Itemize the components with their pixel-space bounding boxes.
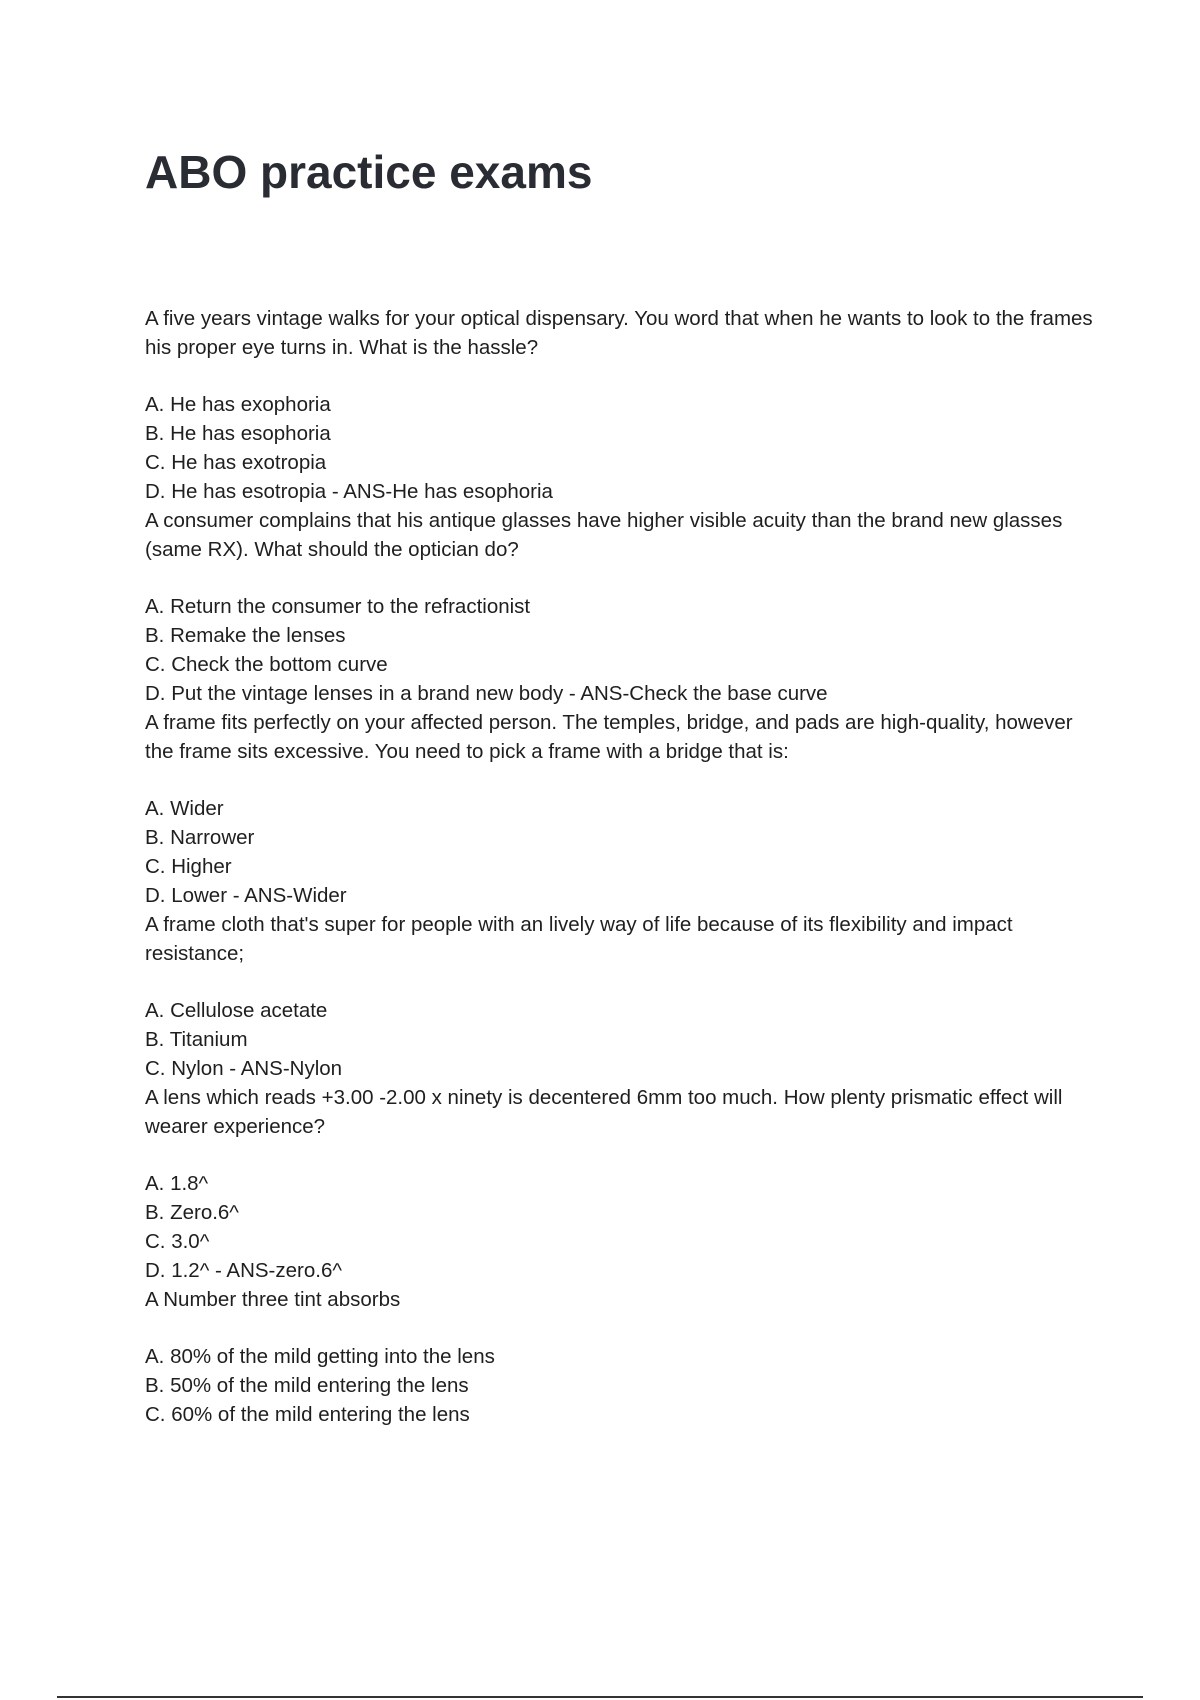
question-text: A consumer complains that his antique glasses have higher visible acuity than the brand new glasses (same RX). What should the optician do? bbox=[145, 509, 1063, 561]
answer-option: A. He has exophoria bbox=[145, 393, 331, 416]
answer-option: C. Higher bbox=[145, 855, 232, 878]
question-text: A Number three tint absorbs bbox=[145, 1288, 401, 1311]
answer-option: A. Wider bbox=[145, 797, 224, 820]
answer-option: C. 3.0^ bbox=[145, 1230, 210, 1253]
answer-option: C. 60% of the mild entering the lens bbox=[145, 1403, 470, 1426]
question-block bbox=[145, 1083, 1095, 1285]
answer-option: A. Return the consumer to the refractionist bbox=[145, 595, 531, 618]
footer-divider bbox=[57, 1696, 1143, 1698]
question-block bbox=[145, 506, 1095, 708]
answer-option: C. Check the bottom curve bbox=[145, 653, 388, 676]
answer-option: D. He has esotropia - ANS-He has esophoria bbox=[145, 480, 553, 503]
question-block bbox=[145, 1285, 1095, 1429]
question-block bbox=[145, 304, 1095, 506]
question-text: A frame cloth that's super for people with an lively way of life because of its flexibility and impact resistance; bbox=[145, 913, 1013, 965]
answer-option: B. Remake the lenses bbox=[145, 624, 346, 647]
question-block bbox=[145, 708, 1095, 910]
answer-option: B. Narrower bbox=[145, 826, 255, 849]
answer-option: C. He has exotropia bbox=[145, 451, 327, 474]
answer-option: D. Put the vintage lenses in a brand new body - ANS-Check the base curve bbox=[145, 682, 828, 705]
question-list bbox=[145, 304, 1095, 1429]
question-block bbox=[145, 910, 1095, 1083]
page-title: ABO practice exams bbox=[145, 146, 593, 198]
question-text: A five years vintage walks for your optical dispensary. You word that when he wants to look to the frames his proper eye turns in. What is the hassle? bbox=[145, 307, 1093, 359]
answer-option: B. Titanium bbox=[145, 1028, 248, 1051]
question-text: A frame fits perfectly on your affected person. The temples, bridge, and pads are high-quality, however the frame sits excessive. You need to pick a frame with a bridge that is: bbox=[145, 711, 1073, 763]
answer-option: D. 1.2^ - ANS-zero.6^ bbox=[145, 1259, 342, 1282]
answer-option: B. 50% of the mild entering the lens bbox=[145, 1374, 469, 1397]
answer-option: D. Lower - ANS-Wider bbox=[145, 884, 347, 907]
answer-option: B. Zero.6^ bbox=[145, 1201, 239, 1224]
answer-option: A. 80% of the mild getting into the lens bbox=[145, 1345, 495, 1368]
answer-option: A. Cellulose acetate bbox=[145, 999, 328, 1022]
question-text: A lens which reads +3.00 -2.00 x ninety is decentered 6mm too much. How plenty prismatic effect will wearer experience? bbox=[145, 1086, 1063, 1138]
answer-option: C. Nylon - ANS-Nylon bbox=[145, 1057, 343, 1080]
answer-option: A. 1.8^ bbox=[145, 1172, 209, 1195]
answer-option: B. He has esophoria bbox=[145, 422, 331, 445]
